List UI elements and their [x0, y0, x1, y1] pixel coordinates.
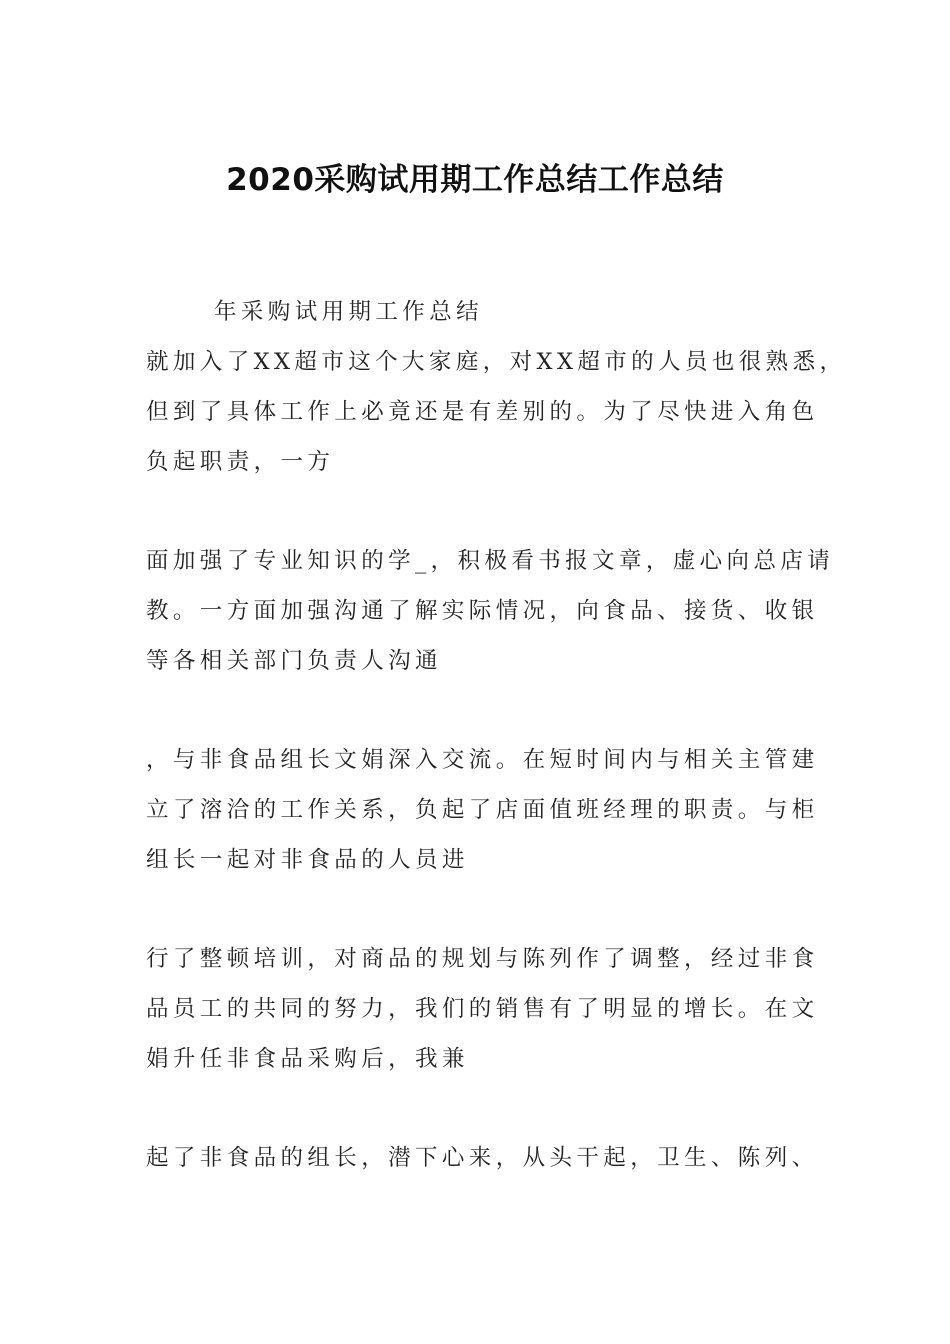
body-text-line: 面加强了专业知识的学_，积极看书报文章，虚心向总店请 [146, 548, 835, 574]
body-text-line: 行了整顿培训，对商品的规划与陈列作了调整，经过非食 [146, 946, 819, 972]
body-text-line: 负起职责，一方 [146, 449, 335, 475]
body-text-line: 娟升任非食品采购后，我兼 [146, 1046, 469, 1072]
body-text-line: 但到了具体工作上必竟还是有差别的。为了尽快进入角色 [146, 399, 819, 425]
document-title: 2020采购试用期工作总结工作总结 [226, 162, 724, 198]
body-text-line: 立了溶洽的工作关系，负起了店面值班经理的职责。与柜 [146, 797, 819, 823]
body-text-line: 组长一起对非食品的人员进 [146, 847, 469, 873]
body-text-line: 年采购试用期工作总结 [214, 299, 484, 325]
body-text-line: 等各相关部门负责人沟通 [146, 648, 442, 674]
body-text-line: 品员工的共同的努力，我们的销售有了明显的增长。在文 [146, 996, 819, 1022]
body-text-line: 起了非食品的组长，潜下心来，从头干起，卫生、陈列、 [146, 1145, 819, 1171]
body-text-line: ，与非食品组长文娟深入交流。在短时间内与相关主管建 [146, 747, 819, 773]
body-text-line: 就加入了XX超市这个大家庭，对XX超市的人员也很熟悉， [146, 349, 847, 375]
body-text-line: 教。一方面加强沟通了解实际情况，向食品、接货、收银 [146, 598, 819, 624]
